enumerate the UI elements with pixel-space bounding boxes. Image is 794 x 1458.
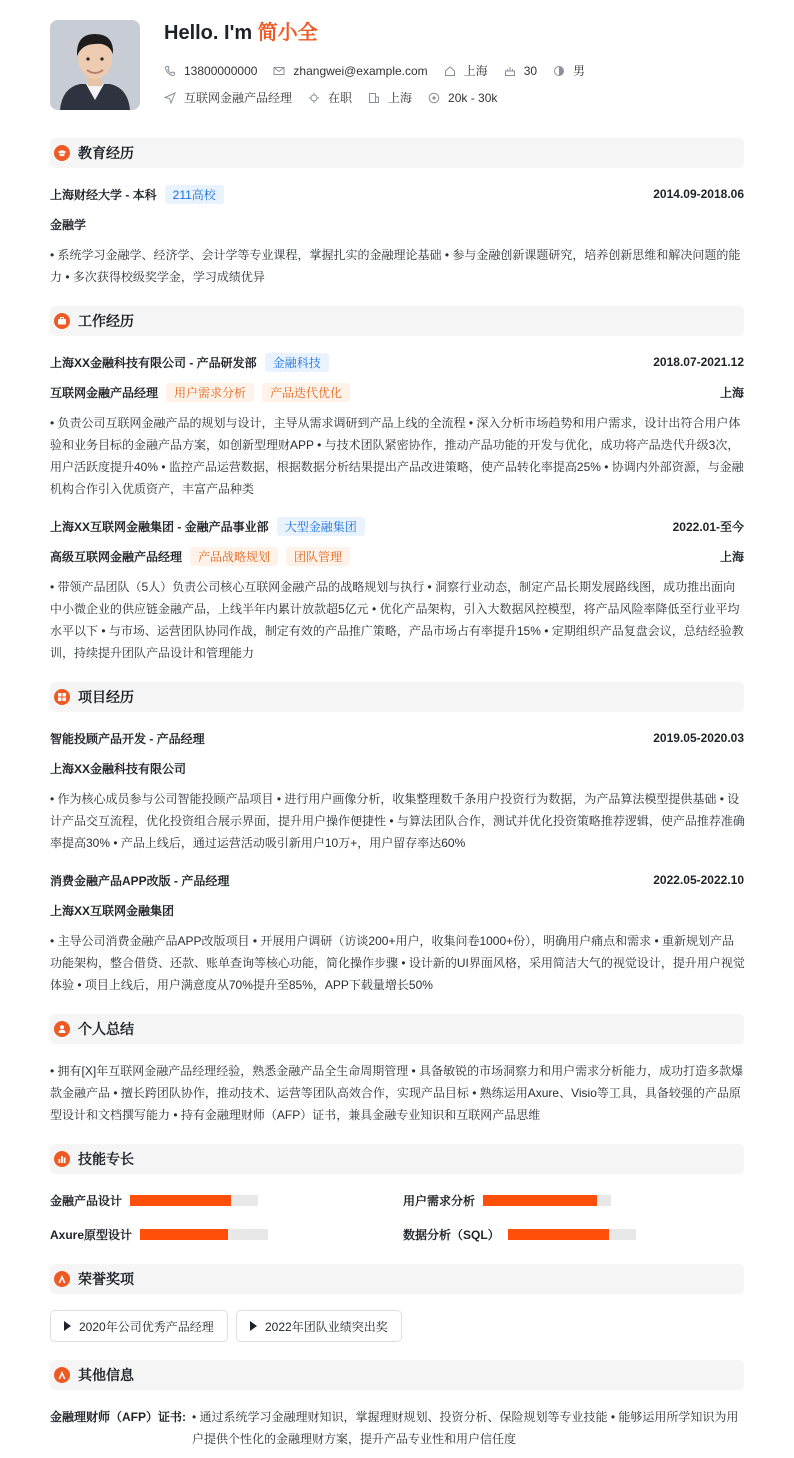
project-company-row xyxy=(50,900,744,920)
work-period: 2022.01-至今 xyxy=(672,519,744,534)
phone-item xyxy=(164,64,257,78)
school-tag: 211高校 xyxy=(165,185,224,204)
section-header-skills xyxy=(50,1144,744,1174)
work-description: • 带领产品团队（5人）负责公司核心互联网金融产品的战略规划与执行 • 洞察行业动态，制定产品长期发展路线图，成功推出面向中小微企业的供应链金融产品，上线半年内累计放款超5亿元 • 优化产品架构，引入大数据风控模型，将产品风险率降低至行业平均水平以下 • 与市场、运营团队协同作战，制定有效的产品推广策略，产品市场占有率提升15% • 定期组织产品复盘会议，总结经验教训，持续提升团队产品设计和管理能力 xyxy=(50,580,744,660)
section-header-work xyxy=(50,306,744,336)
cake-icon xyxy=(504,65,516,77)
target-role-item xyxy=(164,89,292,106)
project-description: • 作为核心成员参与公司智能投顾产品项目 • 进行用户画像分析，收集整理数千条用户投资行为数据，为产品算法模型提供基础 • 设计产品交互流程，优化投资组合展示界面，提升用户操作便捷性 • 与算法团队合作，测试并优化投资策略推荐逻辑，使产品推荐准确率提高30% • 产品上线后，通过运营活动吸引新用户10万+，用户留存率达60% xyxy=(50,792,745,850)
company-tag: 大型金融集团 xyxy=(277,517,365,536)
project-name: 消费金融产品APP改版 - 产品经理 xyxy=(50,873,230,888)
mail-icon xyxy=(273,65,285,77)
project-description: • 主导公司消费金融产品APP改版项目 • 开展用户调研（访谈200+用户，收集问卷1000+份），明确用户痛点和需求 • 重新规划产品功能架构，整合借贷、还款、账单查询等核心功能，简化操作步骤 • 设计新的UI界面风格，采用简洁大气的视觉设计，提升用户视觉体验 • 项目上线后，用户满意度从70%提升至85%，APP下载量增长50% xyxy=(50,934,745,992)
skill-bar-fill xyxy=(140,1229,228,1240)
skill-name: 金融产品设计 xyxy=(50,1193,123,1208)
education-row xyxy=(50,184,744,204)
section-title: 个人总结 xyxy=(78,1021,134,1037)
building-icon xyxy=(368,92,380,104)
skill-bar xyxy=(508,1229,636,1240)
bar-chart-icon xyxy=(54,1151,70,1167)
age-text: 30 xyxy=(523,63,538,78)
award-icon xyxy=(54,1367,70,1383)
user-icon xyxy=(54,1021,70,1037)
section-header-other xyxy=(50,1360,744,1390)
work-location: 上海 xyxy=(719,549,744,564)
work-company: 上海XX金融科技有限公司 - 产品研发部 xyxy=(50,355,257,370)
skill-name: 数据分析（SQL） xyxy=(403,1227,500,1242)
skill-bar-fill xyxy=(130,1195,231,1206)
send-icon xyxy=(164,92,176,104)
other-label: 金融理财师（AFP）证书: xyxy=(50,1410,186,1424)
section-title: 项目经历 xyxy=(78,689,134,705)
work-title-row xyxy=(50,382,744,402)
hometown-text: 上海 xyxy=(463,64,488,78)
gender-icon xyxy=(553,65,565,77)
company-tag: 金融科技 xyxy=(265,353,329,372)
status-icon xyxy=(308,92,320,104)
section-title: 其他信息 xyxy=(78,1367,134,1383)
skill-tag: 产品战略规划 xyxy=(190,547,278,566)
award-icon xyxy=(54,1271,70,1287)
skill-bar-fill xyxy=(508,1229,609,1240)
phone-icon xyxy=(164,65,176,77)
salary-item xyxy=(428,91,497,105)
summary-text: • 拥有[X]年互联网金融产品经理经验，熟悉金融产品全生命周期管理 • 具备敏锐的市场洞察力和用户需求分析能力，成功打造多款爆款金融产品 • 擅长跨团队协作，推动技术、运营等团队高效合作，实现产品目标 • 熟练运用Axure、Visio等工具，具备较强的产品原型设计和文档撰写能力 • 持有金融理财师（AFP）证书，兼具金融专业知识和互联网产品思维 xyxy=(50,1064,744,1122)
work-company: 上海XX互联网金融集团 - 金融产品事业部 xyxy=(50,519,269,534)
project-company: 上海XX互联网金融集团 xyxy=(50,903,175,918)
status-item xyxy=(308,89,352,106)
grid-icon xyxy=(54,689,70,705)
skill-name: Axure原型设计 xyxy=(50,1227,133,1242)
work-title-row xyxy=(50,546,744,566)
skill-bar-fill xyxy=(483,1195,597,1206)
section-header-projects xyxy=(50,682,744,712)
school-name: 上海财经大学 - 本科 xyxy=(50,187,157,202)
skill-bar xyxy=(140,1229,268,1240)
triangle-right-icon xyxy=(64,1321,71,1331)
age-item xyxy=(504,64,537,78)
work-title: 互联网金融产品经理 xyxy=(50,385,159,400)
salary-icon xyxy=(428,92,440,104)
work-company-row xyxy=(50,516,744,536)
skill-item xyxy=(403,1190,611,1210)
education-period: 2014.09-2018.06 xyxy=(653,187,744,201)
award-item xyxy=(236,1310,402,1342)
skill-tag: 团队管理 xyxy=(286,547,350,566)
skill-item xyxy=(50,1224,268,1244)
gender-text: 男 xyxy=(573,64,586,78)
work-company-row xyxy=(50,352,744,372)
award-name: 2020年公司优秀产品经理 xyxy=(79,1319,214,1334)
briefcase-icon xyxy=(54,313,70,329)
section-title: 荣誉奖项 xyxy=(78,1271,134,1287)
triangle-right-icon xyxy=(250,1321,257,1331)
section-header-summary xyxy=(50,1014,744,1044)
candidate-name: 简小全 xyxy=(257,22,318,44)
profile-header xyxy=(50,20,744,112)
project-company: 上海XX金融科技有限公司 xyxy=(50,761,187,776)
section-header-honors xyxy=(50,1264,744,1294)
project-name: 智能投顾产品开发 - 产品经理 xyxy=(50,731,205,746)
target-role-text: 互联网金融产品经理 xyxy=(184,91,293,105)
skill-item xyxy=(403,1224,636,1244)
avatar xyxy=(50,20,140,110)
project-period: 2022.05-2022.10 xyxy=(653,873,744,887)
project-name-row xyxy=(50,870,744,890)
email-text: zhangwei@example.com xyxy=(293,63,428,78)
award-name: 2022年团队业绩突出奖 xyxy=(265,1319,388,1334)
hometown-item xyxy=(444,62,488,79)
skill-name: 用户需求分析 xyxy=(403,1193,476,1208)
home-icon xyxy=(444,65,456,77)
greeting-text: Hello. I'm xyxy=(164,22,258,44)
project-company-row xyxy=(50,758,744,778)
work-location: 上海 xyxy=(719,385,744,400)
job-intent-row xyxy=(164,89,513,106)
work-title: 高级互联网金融产品经理 xyxy=(50,549,183,564)
section-title: 教育经历 xyxy=(78,145,134,161)
gender-item xyxy=(553,62,585,79)
work-description: • 负责公司互联网金融产品的规划与设计，主导从需求调研到产品上线的全流程 • 深入分析市场趋势和用户需求，设计出符合用户体验和业务目标的金融产品方案，如创新型理财APP • 与技术团队紧密协作，推动产品功能的开发与优化，成功将产品迭代升级3次，用户活跃度提升40% • 监控产品运营数据，根据数据分析结果提出产品改进策略，使产品转化率提高25% • 协调内外部资源，与金融机构合作引入优质资产，丰富产品种类 xyxy=(50,416,744,496)
section-header-education xyxy=(50,138,744,168)
skill-tag: 产品迭代优化 xyxy=(262,383,350,402)
section-title: 技能专长 xyxy=(78,1151,134,1167)
graduation-icon xyxy=(54,145,70,161)
project-name-row xyxy=(50,728,744,748)
project-period: 2019.05-2020.03 xyxy=(653,731,744,745)
other-description: • 通过系统学习金融理财知识，掌握理财规划、投资分析、保险规划等专业技能 • 能够运用所学知识为用户提供个性化的金融理财方案，提升产品专业性和用户信任度 xyxy=(192,1410,739,1446)
award-item xyxy=(50,1310,228,1342)
city-text: 上海 xyxy=(388,91,413,105)
education-description: • 系统学习金融学、经济学、会计学等专业课程，掌握扎实的金融理论基础 • 参与金融创新课题研究，培养创新思维和解决问题的能力 • 多次获得校级奖学金，学习成绩优异 xyxy=(50,248,741,284)
work-period: 2018.07-2021.12 xyxy=(653,355,744,369)
skill-bar xyxy=(483,1195,611,1206)
major-row xyxy=(50,214,744,234)
email-item xyxy=(273,64,427,78)
contact-row xyxy=(164,62,601,79)
salary-text: 20k - 30k xyxy=(448,90,498,105)
phone-text: 13800000000 xyxy=(184,63,258,78)
skill-item xyxy=(50,1190,258,1210)
city-item xyxy=(368,89,412,106)
section-title: 工作经历 xyxy=(78,313,134,329)
status-text: 在职 xyxy=(328,91,353,105)
skill-bar xyxy=(130,1195,258,1206)
skill-tag: 用户需求分析 xyxy=(166,383,254,402)
major-name: 金融学 xyxy=(50,217,87,232)
greeting-title xyxy=(164,20,318,46)
